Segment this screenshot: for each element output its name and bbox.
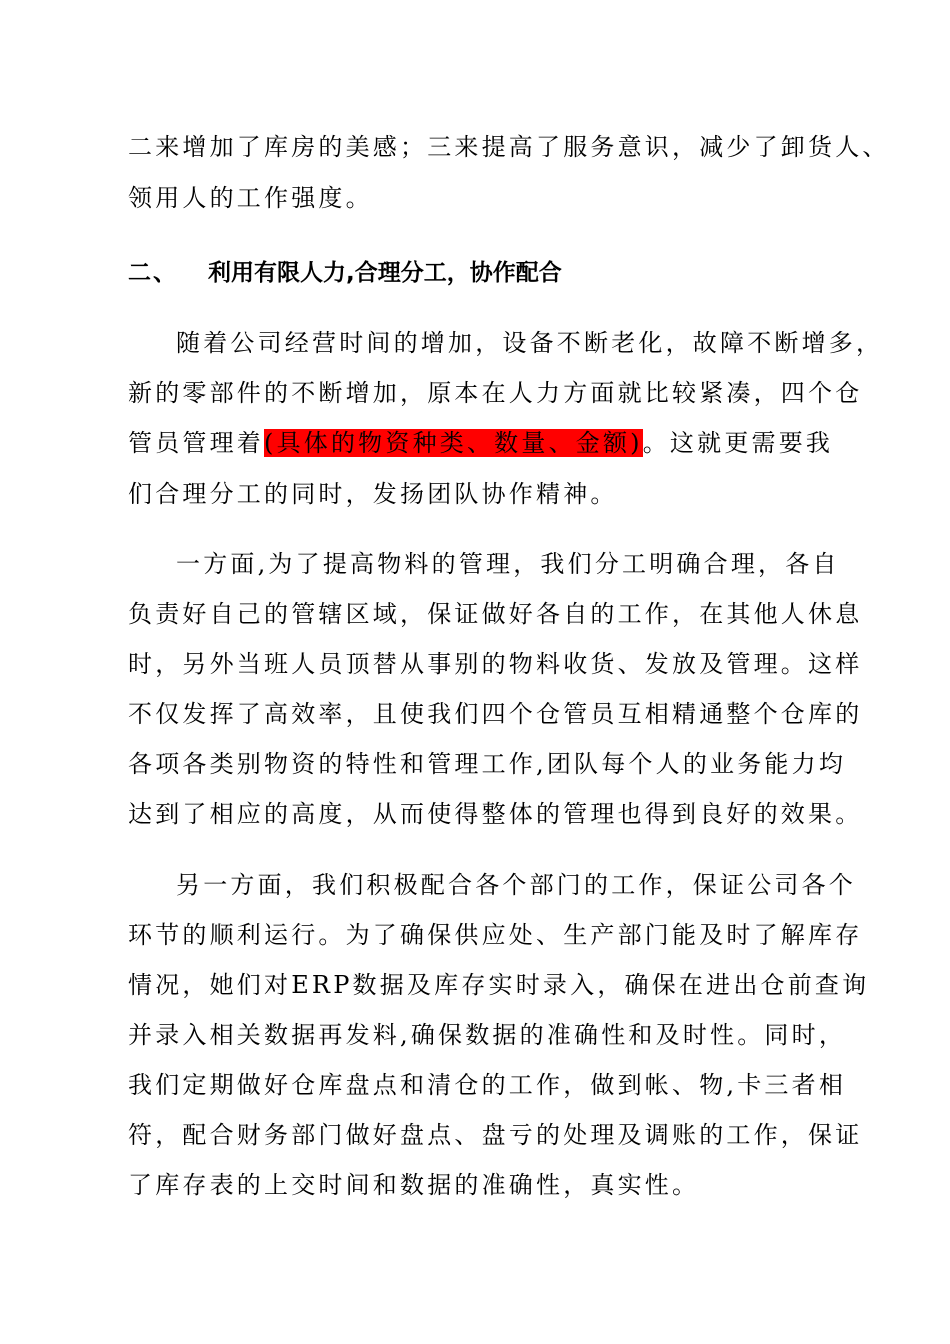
paragraph-line: 们合理分工的同时，发扬团队协作精神。: [128, 480, 618, 508]
section-title: 利用有限人力,合理分工，协作配合: [208, 260, 562, 286]
paragraph-line: 各项各类别物资的特性和管理工作,团队每个人的业务能力均: [128, 750, 847, 778]
paragraph-line: 一方面,为了提高物料的管理，我们分工明确合理，各自: [176, 550, 840, 578]
paragraph-line: 情况，她们对ERP数据及库存实时录入，确保在进出仓前查询: [128, 971, 870, 999]
paragraph-line: 不仅发挥了高效率，且使我们四个仓管员互相精通整个仓库的: [128, 700, 863, 728]
paragraph-line: 时，另外当班人员顶替从事别的物料收货、发放及管理。这样: [128, 650, 863, 678]
paragraph-line: 环节的顺利运行。为了确保供应处、生产部门能及时了解库存: [128, 921, 863, 949]
paragraph-line: 我们定期做好仓库盘点和清仓的工作，做到帐、物,卡三者相: [128, 1071, 847, 1099]
paragraph-line: 负责好自己的管辖区域，保证做好各自的工作，在其他人休息: [128, 600, 863, 628]
text-run: 管员管理着: [128, 429, 264, 457]
paragraph-line: 并录入相关数据再发料,确保数据的准确性和及时性。同时，: [128, 1021, 847, 1049]
section-number: 二、: [128, 260, 178, 286]
paragraph-line: 另一方面，我们积极配合各个部门的工作，保证公司各个: [176, 871, 856, 899]
paragraph-line: 二来增加了库房的美感；三来提高了服务意识，减少了卸货人、: [128, 133, 890, 161]
paragraph-line: 了库存表的上交时间和数据的准确性，真实性。: [128, 1171, 700, 1199]
paragraph-line: 达到了相应的高度，从而使得整体的管理也得到良好的效果。: [128, 800, 863, 828]
text-run: 。这就更需要我: [642, 429, 834, 457]
highlighted-placeholder: (具体的物资种类、数量、金额): [264, 429, 643, 457]
paragraph-line: [128, 428, 833, 458]
section-heading: [128, 258, 562, 288]
paragraph-line: 符，配合财务部门做好盘点、盘亏的处理及调账的工作，保证: [128, 1121, 863, 1149]
paragraph-line: 随着公司经营时间的增加，设备不断老化，故障不断增多，: [176, 329, 884, 357]
paragraph-line: 领用人的工作强度。: [128, 184, 373, 212]
paragraph-line: 新的零部件的不断增加，原本在人力方面就比较紧凑，四个仓: [128, 379, 863, 407]
